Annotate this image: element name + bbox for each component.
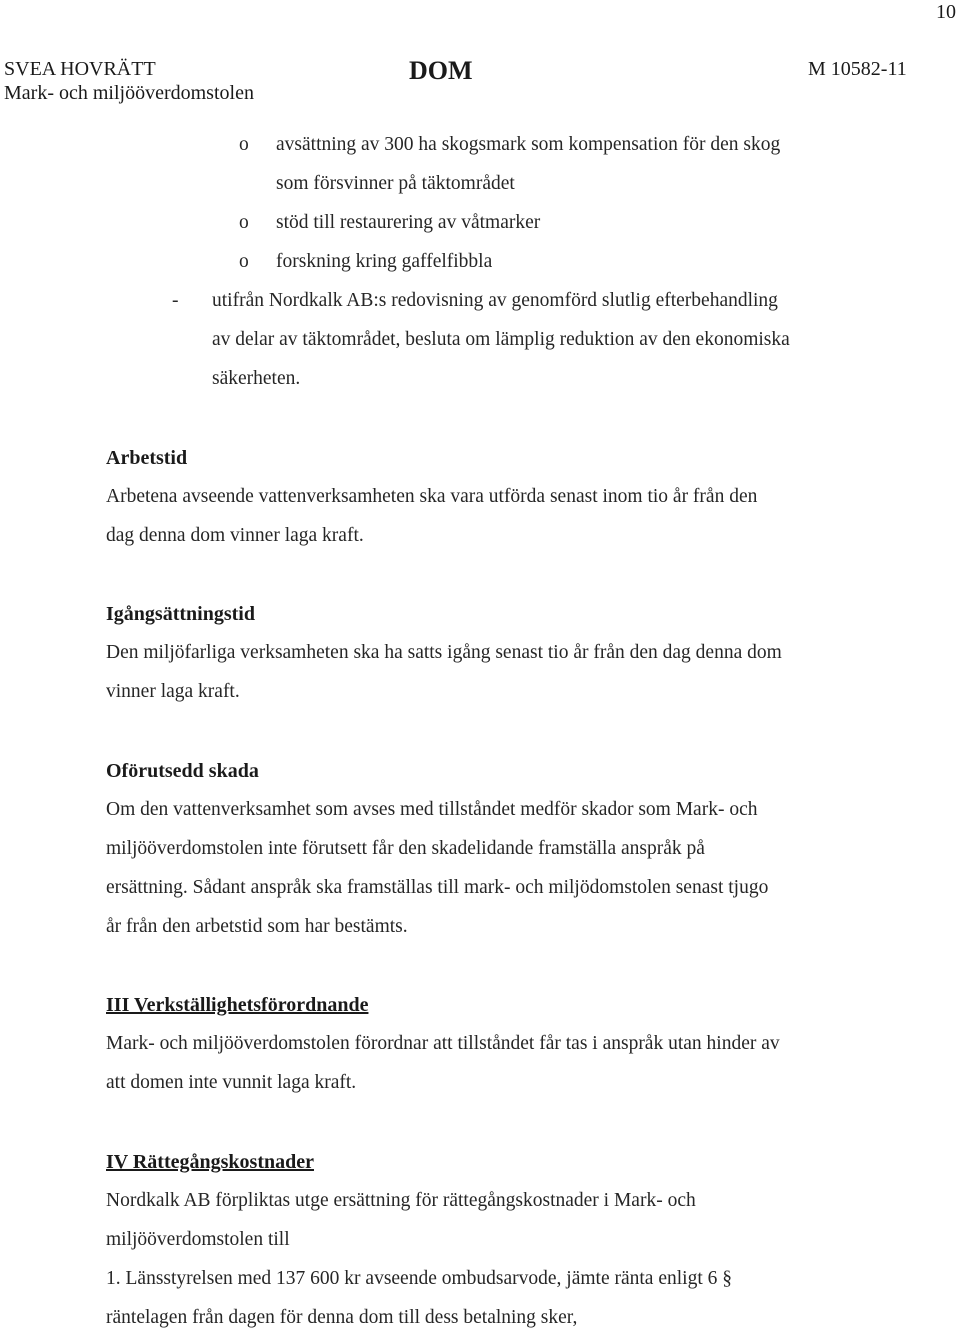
page-number: 10 (936, 1, 956, 23)
list-item: stöd till restaurering av våtmarker (276, 212, 541, 233)
paragraph-line: räntelagen från dagen för denna dom till dess betalning sker, (106, 1307, 578, 1328)
paragraph-line: Nordkalk AB förpliktas utge ersättning för rättegångskostnader i Mark- och (106, 1190, 696, 1211)
section-heading: III Verkställighetsförordnande (106, 994, 369, 1016)
court-name: SVEA HOVRÄTT (4, 58, 156, 80)
paragraph-line: miljööverdomstolen till (106, 1229, 290, 1250)
paragraph-line: Mark- och miljööverdomstolen förordnar att tillståndet får tas i anspråk utan hinder av (106, 1033, 780, 1054)
list-item: som försvinner på täktområdet (276, 173, 515, 194)
bullet-marker: o (239, 251, 249, 272)
document-type: DOM (409, 56, 473, 85)
list-item: forskning kring gaffelfibbla (276, 251, 493, 272)
paragraph-line: miljööverdomstolen inte förutsett får den skadelidande framställa anspråk på (106, 838, 705, 859)
dash-marker: - (172, 290, 179, 311)
court-division: Mark- och miljööverdomstolen (4, 82, 254, 104)
list-item: utifrån Nordkalk AB:s redovisning av genomförd slutlig efterbehandling (212, 290, 778, 311)
section-heading: IV Rättegångskostnader (106, 1151, 314, 1173)
paragraph-line: 1. Länsstyrelsen med 137 600 kr avseende ombudsarvode, jämte ränta enligt 6 § (106, 1268, 732, 1289)
case-number: M 10582-11 (808, 58, 907, 80)
paragraph-line: Den miljöfarliga verksamheten ska ha satts igång senast tio år från den dag denna dom (106, 642, 782, 663)
section-heading: Arbetstid (106, 447, 188, 469)
bullet-marker: o (239, 134, 249, 155)
paragraph-line: att domen inte vunnit laga kraft. (106, 1072, 357, 1093)
paragraph-line: ersättning. Sådant anspråk ska framställas till mark- och miljödomstolen senast tjugo (106, 877, 769, 898)
bullet-marker: o (239, 212, 249, 233)
paragraph-line: Om den vattenverksamhet som avses med tillståndet medför skador som Mark- och (106, 799, 758, 820)
list-item: avsättning av 300 ha skogsmark som kompensation för den skog (276, 134, 781, 155)
paragraph-line: dag denna dom vinner laga kraft. (106, 525, 364, 546)
list-item: säkerheten. (212, 368, 301, 389)
list-item: av delar av täktområdet, besluta om lämplig reduktion av den ekonomiska (212, 329, 790, 350)
paragraph-line: Arbetena avseende vattenverksamheten ska vara utförda senast inom tio år från den (106, 486, 758, 507)
paragraph-line: vinner laga kraft. (106, 681, 240, 702)
paragraph-line: år från den arbetstid som har bestämts. (106, 916, 408, 937)
section-heading: Oförutsedd skada (106, 760, 259, 782)
section-heading: Igångsättningstid (106, 603, 255, 625)
